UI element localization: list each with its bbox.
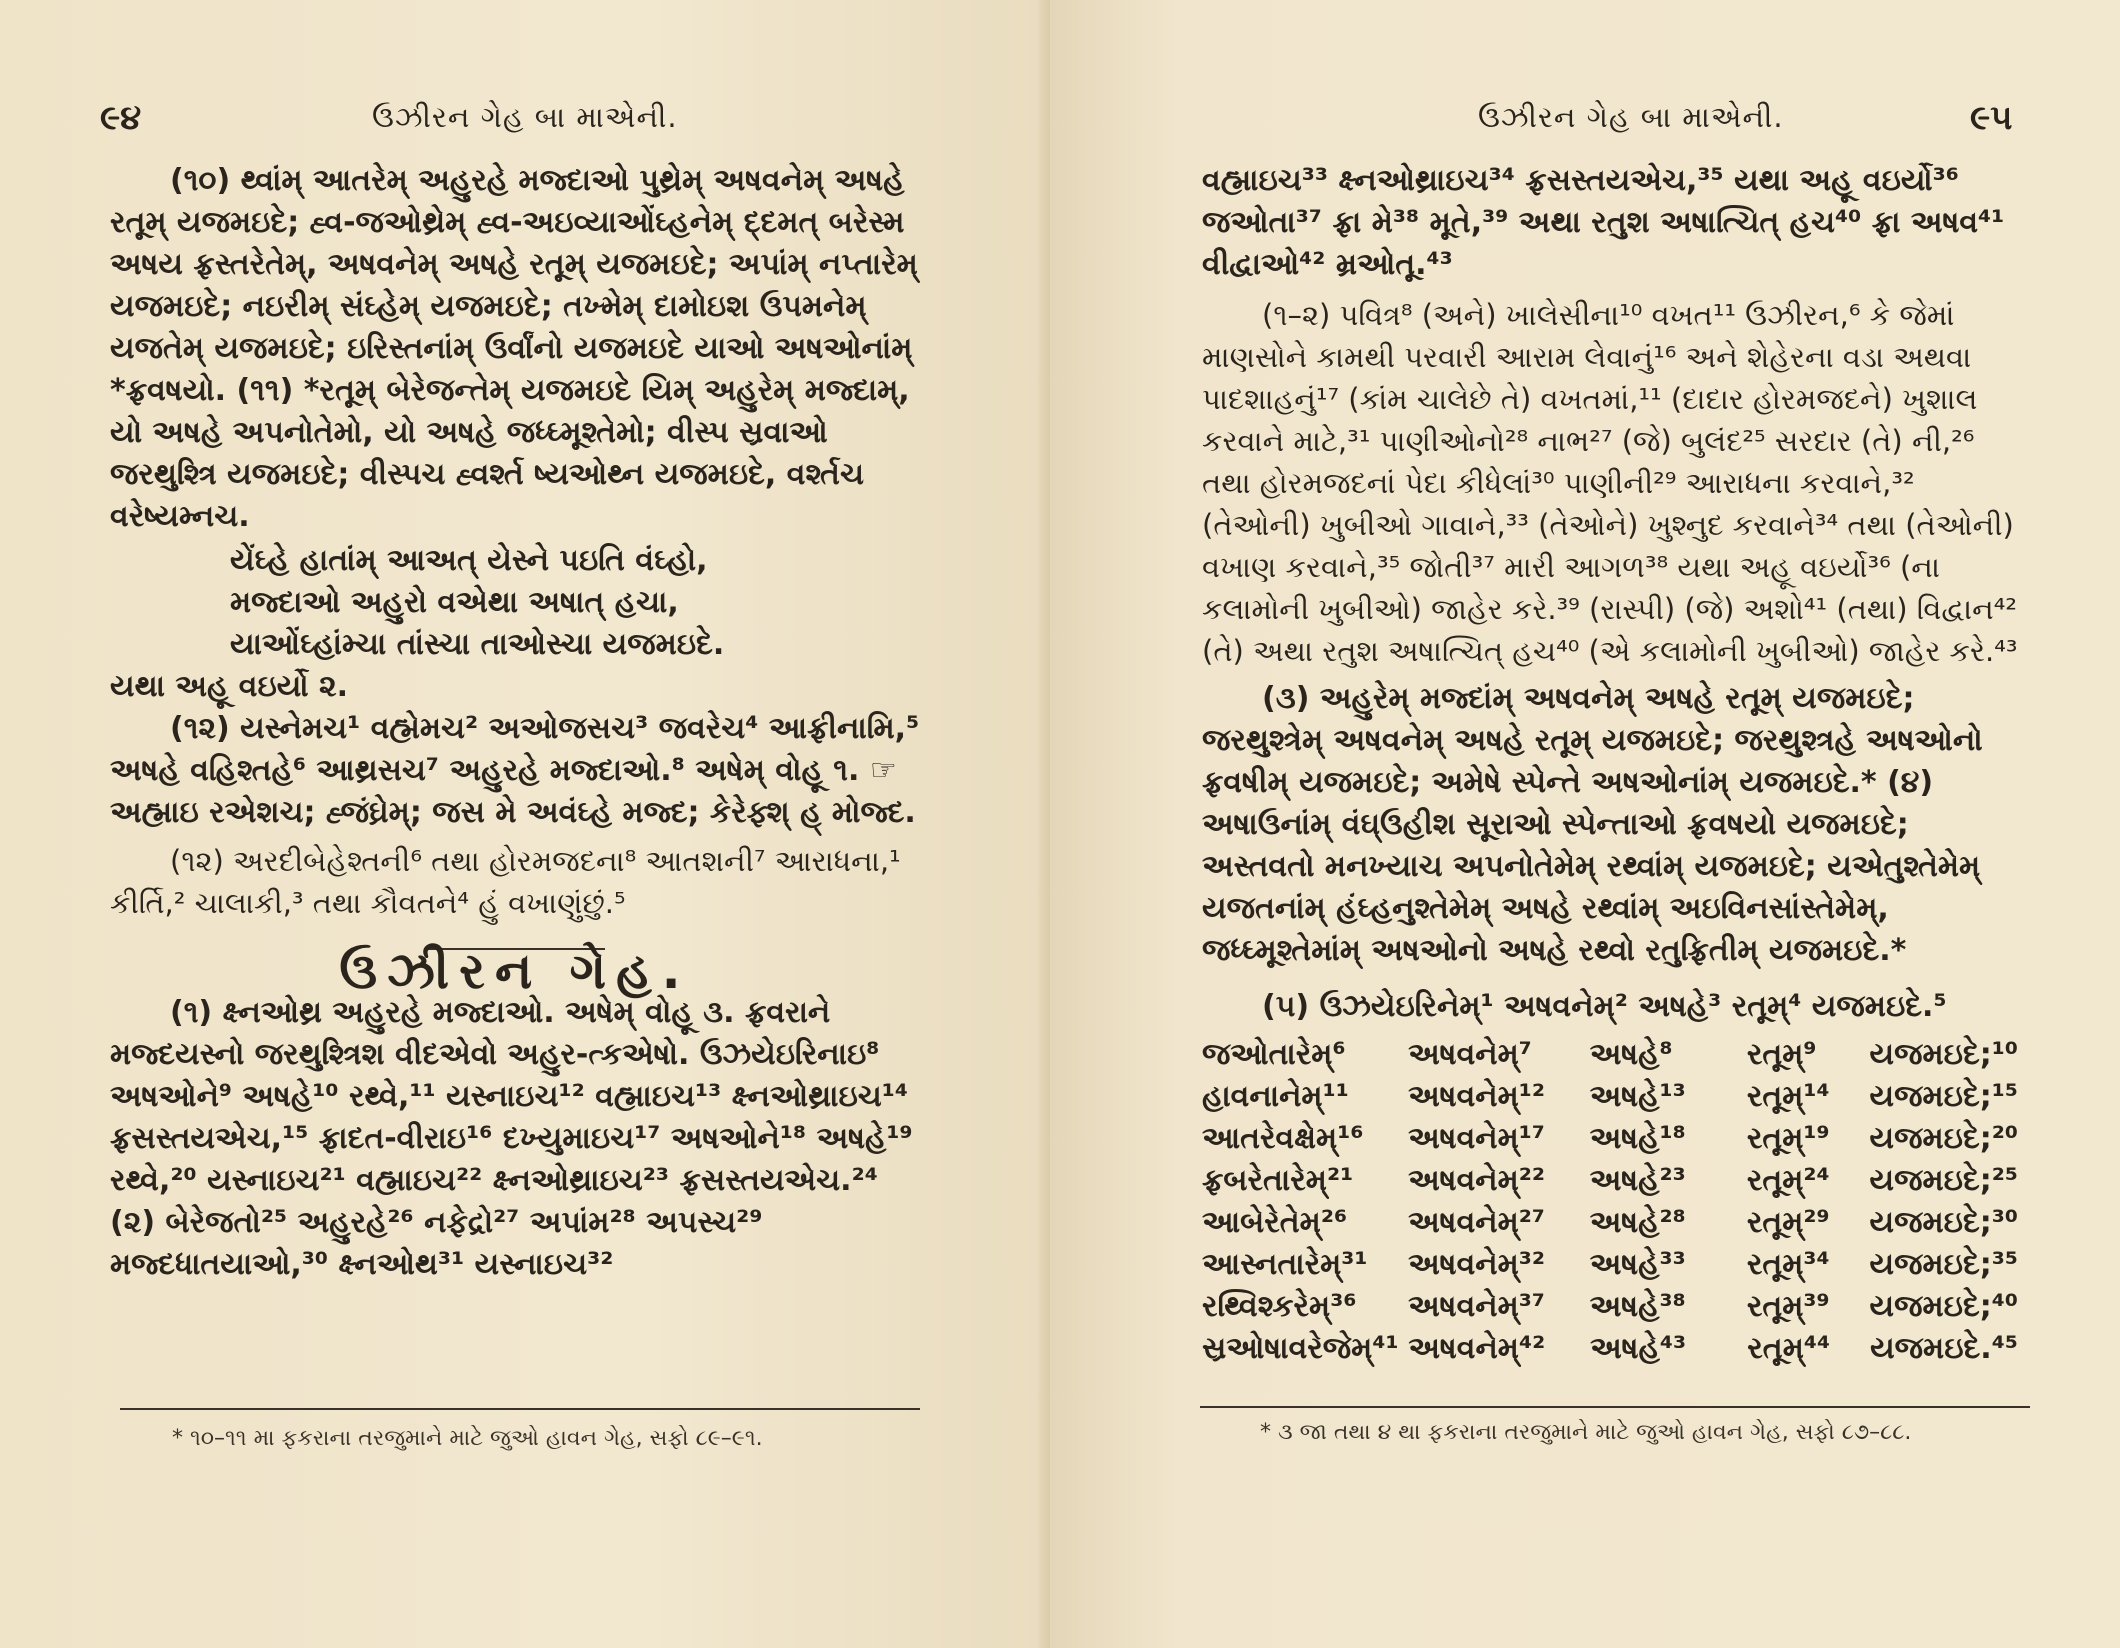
running-header: ઉઝીરન ગેહ બા માએની. xyxy=(372,100,678,134)
table-cell: અષહે⁴³ xyxy=(1590,1331,1687,1366)
table-cell: રતૂમ્³⁹ xyxy=(1746,1289,1830,1324)
table-cell: યજમઇદે;²⁵ xyxy=(1869,1163,2018,1198)
paragraph-12-translation: (૧૨) અરદીબેહેશ્તની⁶ તથા હોરમજદના⁸ આતશની⁷ આરાધના,¹ કીર્તિ,² ચાલાકી,³ તથા કૌવતને⁴ હું વખાણુંછું.⁵ xyxy=(110,844,901,920)
table-cell: ફ્રબરેતારેમ્²¹ xyxy=(1202,1163,1354,1198)
footnote-rule xyxy=(120,1408,920,1410)
table-cell: યજમઇદે.⁴⁵ xyxy=(1870,1331,2018,1366)
yatha-line: યથા અહૂ વઇર્યો ૨. xyxy=(110,669,348,704)
right-text xyxy=(1202,160,2018,1370)
verse-line: યેંઘ્હે હાતાંમ્ આઅત્ યેસ્ને પઇતિ વંઘ્હો, xyxy=(230,543,708,578)
invocation-table xyxy=(1202,1034,2018,1370)
table-cell: યજમઇદે;³⁵ xyxy=(1869,1247,2018,1282)
paragraph-5-intro: (૫) ઉઝયેઇરિનેમ્¹ અષવનેમ્² અષહે³ રતૂમ્⁴ યજમઇદે.⁵ xyxy=(1262,989,1947,1024)
table-cell: રતૂમ્⁹ xyxy=(1746,1037,1817,1072)
table-row xyxy=(1202,1328,2018,1370)
table-cell: યજમઇદે;⁴⁰ xyxy=(1869,1289,2018,1324)
table-cell: અષવનેમ્¹⁷ xyxy=(1408,1121,1546,1156)
paragraph-12-avesta: (૧૨) યસ્નેમચ¹ વહ્મેમચ² અઓજસચ³ જવરેચ⁴ આફ્રીનામિ,⁵ અષહે વહિશ્તહે⁶ આથ્રસચ⁷ અહુરહે મજ્દાઓ.⁸ અષેમ્ વોહૂ ૧. ☞અહ્માઇ રએશચ; હ્જંઘ્રેમ્; જસ મે અવંઘ્હે મજ્દ; કેરેફ્શ્ હ્ મોજ્દ. xyxy=(110,711,920,830)
table-row xyxy=(1202,1202,2018,1244)
footnote: * ૧૦–૧૧ મા ફકરાના તરજુમાને માટે જુઓ હાવન ગેહ, સફો ૮૯–૯૧. xyxy=(172,1426,763,1451)
table-cell: રતૂમ્⁴⁴ xyxy=(1747,1331,1831,1366)
table-cell: અષવનેમ્¹² xyxy=(1408,1079,1546,1114)
table-cell: અષહે⁸ xyxy=(1589,1037,1673,1072)
right-page xyxy=(1050,0,2120,1648)
table-row xyxy=(1202,1244,2018,1286)
left-page xyxy=(0,0,1050,1648)
table-cell: અષહે²³ xyxy=(1589,1163,1686,1198)
page-number: ૯૪ xyxy=(100,98,142,138)
table-cell: અષવનેમ્⁴² xyxy=(1408,1331,1546,1366)
table-cell: યજમઇદે;¹⁰ xyxy=(1869,1037,2018,1072)
table-row xyxy=(1202,1286,2018,1328)
table-cell: રતૂમ્²⁹ xyxy=(1746,1205,1830,1240)
verse-line: મજ્દાઓ અહુરો વએથા અષાત્ હચા, xyxy=(230,585,679,620)
table-cell: અષહે³³ xyxy=(1589,1247,1686,1282)
running-header: ઉઝીરન ગેહ બા માએની. xyxy=(1478,100,1784,134)
table-cell: સ્રઓષાવરેજેમ્⁴¹ xyxy=(1202,1331,1399,1366)
continuation-avesta: વહ્માઇચ³³ ક્ષ્નઓથ્રાઇચ³⁴ ફ્રસસ્તયએચ,³⁵ યથા અહૂ વઇર્યો³⁶ જઓતા³⁷ ફ્રા મે³⁸ મૂતે,³⁹ અથા રતુશ અષાત્ચિત્ હચ⁴⁰ ફ્રા અષવ⁴¹ વીદ્વાઓ⁴² મ્રઓતૂ.⁴³ xyxy=(1202,163,2005,282)
table-cell: હાવનાનેમ્¹¹ xyxy=(1202,1079,1349,1114)
table-cell: યજમઇદે;³⁰ xyxy=(1869,1205,2018,1240)
paragraph-10-avesta: (૧૦) થ્વાંમ્ આતરેમ્ અહુરહે મજ્દાઓ પુથ્રેમ્ અષવનેમ્ અષહે રતૂમ્ યજમઇદે; હ્વ-જઓથ્રેમ્ હ્વ-અઇવ્યાઓંઘ્હનેમ્ દ્દમત્ બરેસ્મ અષય ફ્રસ્તરેતેમ્, અષવનેમ્ અષહે રતૂમ્ યજમઇદે; અપાંમ્ નપ્તારેમ્ યજમઇદે; નઇરીમ્ સંઘ્હેમ્ યજમઇદે; તખ્મેમ્ દામોઇશ ઉપમનેમ્ યજતેમ્ યજમઇદે; ઇરિસ્તનાંમ્ ઉર્વાંનો યજમઇદે યાઓ અષઓનાંમ્ *ફ્રવષયો. (૧૧) *રતૂમ્ બેરેજન્તેમ્ યજમઇદે યિમ્ અહુરેમ્ મજ્દામ્, યો અષહે અપનોતેમો, યો અષહે જધ્ઘ્મૂશ્તેમો; વીસ્પ સ્રવાઓ જરથુશ્ત્રિ યજમઇદે; વીસ્પચ હ્વર્શ્ત ષ્યઓથ્ન યજમઇદે, વર્શ્તચ વરેષ્યમ્નચ. xyxy=(110,163,918,534)
table-cell: યજમઇદે;²⁰ xyxy=(1869,1121,2018,1156)
table-cell: રતૂમ્²⁴ xyxy=(1746,1163,1830,1198)
paragraph-1-avesta: (૧) ક્ષ્નઓથ્ર અહુરહે મજ્દાઓ. અષેમ્ વોહૂ ૩. ફ્રવરાને મજ્દયસ્નો જરથુશ્ત્રિશ વીદએવો અહુર-ત્કએષો. ઉઝયેઇરિનાઇ⁸ અષઓને⁹ અષહે¹⁰ રથ્વે,¹¹ યસ્નાઇચ¹² વહ્માઇચ¹³ ક્ષ્નઓથ્રાઇચ¹⁴ ફ્રસસ્તયએચ,¹⁵ ફ્રાદત-વીરાઇ¹⁶ દખ્યુમાઇચ¹⁷ અષઓને¹⁸ અષહે¹⁹ રથ્વે,²⁰ યસ્નાઇચ²¹ વહ્માઇચ²² ક્ષ્નઓથ્રાઇચ²³ ફ્રસસ્તયએચ.²⁴ (૨) બેરેજતો²⁵ અહુરહે²⁶ નફેદ્રો²⁷ અપાંમ²⁸ અપસ્ચ²⁹ મજ્દધાતયાઓ,³⁰ ક્ષ્નઓથ³¹ યસ્નાઇચ³² xyxy=(110,995,913,1282)
table-cell: જઓતારેમ્⁶ xyxy=(1202,1037,1346,1072)
table-cell: અષહે²⁸ xyxy=(1589,1205,1686,1240)
footnote: * ૩ જા તથા ૪ થા ફકરાના તરજુમાને માટે જુઓ હાવન ગેહ, સફો ૮૭–૮૮. xyxy=(1260,1420,1912,1445)
table-cell: અષવનેમ્³² xyxy=(1408,1247,1546,1282)
paragraph-3-4-avesta: (૩) અહુરેમ્ મજ્દાંમ્ અષવનેમ્ અષહે રતૂમ્ યજમઇદે; જરથુશ્ત્રેમ્ અષવનેમ્ અષહે રતૂમ્ યજમઇદે; જરથુશ્ત્રહે અષઓનો ફ્રવષીમ્ યજમઇદે; અમેષે સ્પેન્તે અષઓનાંમ્ યજમઇદે.* (૪) અષાઉનાંમ્ વંઘ્ઉહીશ સૂરાઓ સ્પેન્તાઓ ફ્રવષયો યજમઇદે; અસ્તવતો મનખ્યાચ અપનોતેમેમ્ રથ્વાંમ્ યજમઇદે; યએતુશ્તેમેમ્ યજતનાંમ્ હંઘ્હનુશ્તેમેમ્ અષહે રથ્વાંમ્ અઇવિનસાંસ્તેમેમ્, જધ્ઘ્મૂશ્તેમાંમ્ અષઓનો અષહે રથ્વો રતુફ્રિતીમ્ યજમઇદે.* xyxy=(1202,681,1983,968)
table-row xyxy=(1202,1034,2018,1076)
table-cell: યજમઇદે;¹⁵ xyxy=(1869,1079,2018,1114)
table-cell: રતૂમ્¹⁴ xyxy=(1746,1079,1830,1114)
verse-block xyxy=(110,540,920,666)
table-row xyxy=(1202,1076,2018,1118)
table-cell: અષવનેમ્⁷ xyxy=(1408,1037,1532,1072)
page-number: ૯૫ xyxy=(1970,98,2013,138)
table-cell: અષવનેમ્²² xyxy=(1408,1163,1546,1198)
table-cell: અષહે¹³ xyxy=(1589,1079,1686,1114)
table-cell: અષવનેમ્²⁷ xyxy=(1408,1205,1546,1240)
paragraph-1-2-translation: (૧–૨) પવિત્ર⁸ (અને) ખાલેસીના¹⁰ વખત¹¹ ઉઝીરન,⁶ કે જેમાં માણસોને કામથી પરવારી આરામ લેવાનું¹⁶ અને શેહેરના વડા અથવા પાદશાહનું¹⁷ (કાંમ ચાલેછે તે) વખતમાં,¹¹ (દાદાર હોરમજદને) ખુશાલ કરવાને માટે,³¹ પાણીઓનો²⁸ નાભ²⁷ (જે) બુલંદ²⁵ સરદાર (તે) ની,²⁶ તથા હોરમજદનાં પેદા કીધેલાં³⁰ પાણીની²⁹ આરાધના કરવાને,³² (તેઓની) ખુબીઓ ગાવાને,³³ (તેઓને) ખુશ્નુદ કરવાને³⁴ તથા (તેઓની) વખાણ કરવાને,³⁵ જોતી³⁷ મારી આગળ³⁸ યથા અહૂ વઇર્યો³⁶ (ના કલામોની ખુબીઓ) જાહેર કરે.³⁹ (રાસ્પી) (જે) અશો⁴¹ (તથા) વિદ્વાન⁴² (તે) અથા રતુશ અષાત્ચિત્ હચ⁴⁰ (એ કલામોની ખુબીઓ) જાહેર કરે.⁴³ xyxy=(1202,298,2018,668)
section-title: ઉઝીરન ગેહ. xyxy=(339,942,691,1000)
table-cell: રતૂમ્¹⁹ xyxy=(1746,1121,1830,1156)
table-cell: આસ્નતારેમ્³¹ xyxy=(1202,1247,1368,1282)
table-cell: અષહે³⁸ xyxy=(1589,1289,1686,1324)
table-cell: આબેરેતેમ્²⁶ xyxy=(1202,1205,1348,1240)
table-cell: અષવનેમ્³⁷ xyxy=(1408,1289,1546,1324)
table-cell: અષહે¹⁸ xyxy=(1589,1121,1686,1156)
table-cell: રતૂમ્³⁴ xyxy=(1746,1247,1830,1282)
verse-line: યાઓંઘ્હાંમ્ચા તાંસ્ચા તાઓસ્ચા યજમઇદે. xyxy=(230,627,725,662)
table-row xyxy=(1202,1160,2018,1202)
table-cell: રથ્વિશ્કરેમ્³⁶ xyxy=(1202,1289,1357,1324)
footnote-rule xyxy=(1200,1406,2030,1408)
left-text xyxy=(110,160,920,1286)
table-cell: આતરેવક્ષેમ્¹⁶ xyxy=(1202,1121,1364,1156)
table-row xyxy=(1202,1118,2018,1160)
